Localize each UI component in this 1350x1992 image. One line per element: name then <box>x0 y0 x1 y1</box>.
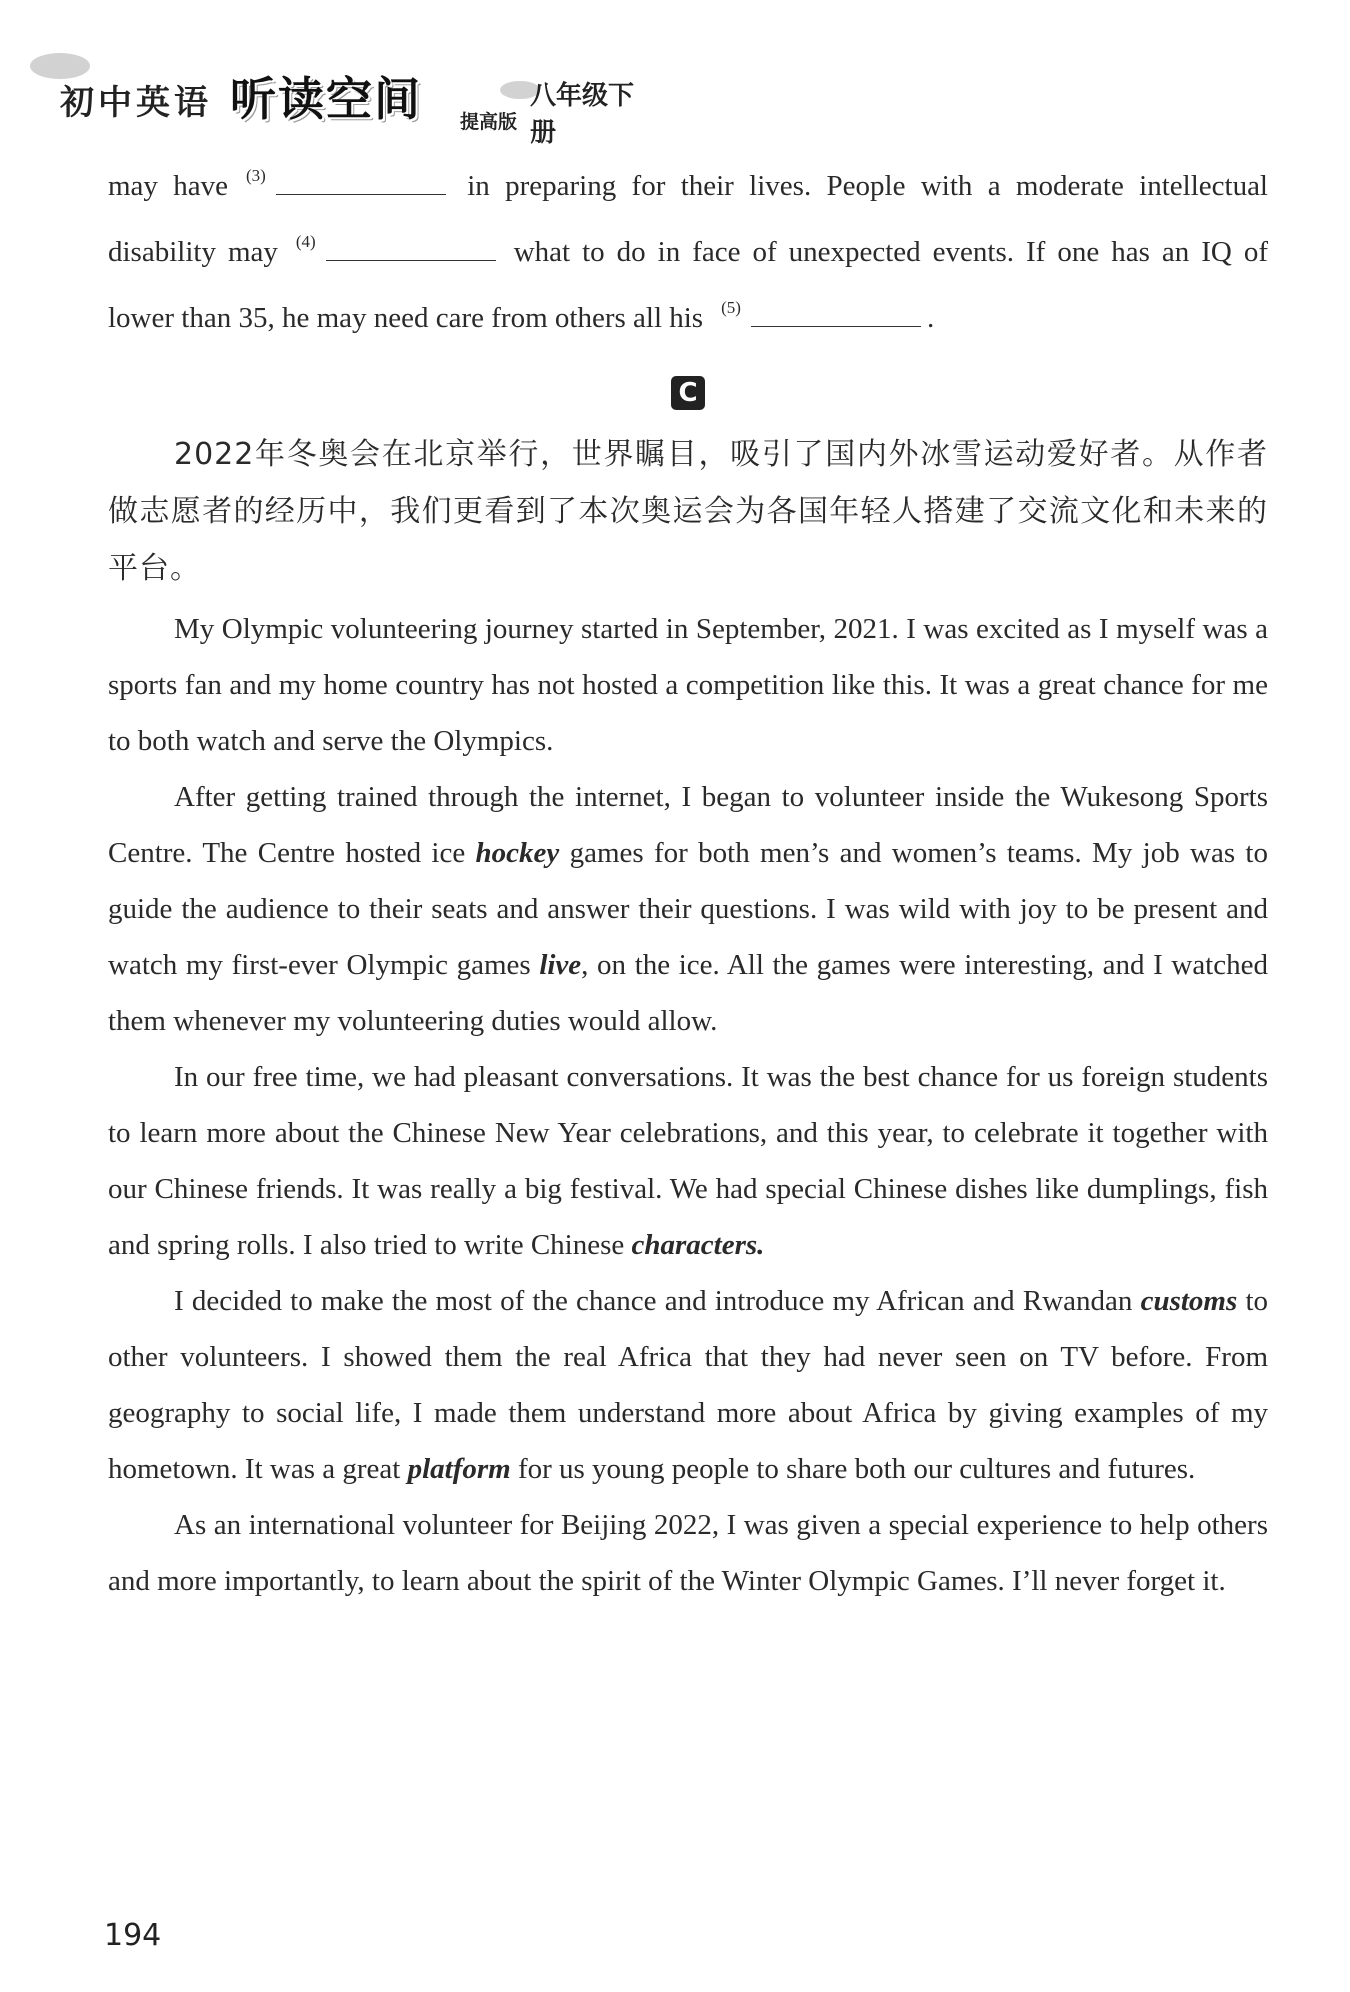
keyword-live: live <box>539 949 582 981</box>
text-run: what to do in face of unexpected events. If one has an IQ of lower than 35, he may need care from others all his <box>108 236 1268 334</box>
keyword-platform: platform <box>407 1453 511 1485</box>
text-run: to other volunteers. I showed them the real Africa that they had never seen on TV before. From geography to social life, I made them understand more about Africa by giving examples of my hometown. It was a great <box>108 1285 1269 1485</box>
section-letter-badge: C <box>671 376 705 410</box>
series-title-small: 初中英语 <box>60 83 212 123</box>
book-header <box>30 45 650 148</box>
answer-blank-5[interactable] <box>751 300 921 327</box>
paragraph-1: My Olympic volunteering journey started in September, 2021. I was excited as I myself was a sports fan and my home country has not hosted a competition like this. It was a great chance for me to both watch and serve the Olympics. <box>108 613 1268 757</box>
text-run: , on the ice. All the games were interesting, and I watched them whenever my volunteering duties would allow. <box>108 949 1268 1037</box>
text-run: . <box>926 302 935 334</box>
grade-label: 八年级下册 <box>530 81 635 148</box>
text-run: in preparing for their lives. People with a moderate intellectual disability may <box>108 170 1268 268</box>
text-run: I decided to make the most of the chance and introduce my African and Rwandan <box>174 1285 1141 1317</box>
text-run: for us young people to share both our cultures and futures. <box>510 1453 1196 1485</box>
keyword-characters: characters. <box>631 1229 765 1261</box>
paragraph-3 <box>108 1049 1268 1273</box>
page-number: 194 <box>104 1918 162 1953</box>
text-run: games for both men’s and women’s teams. My job was to guide the audience to their seats and answer their questions. I was wild with joy to be present and watch my first-ever Olympic games <box>108 837 1268 981</box>
series-title-big: 听读空间 <box>230 72 422 126</box>
text-run: After getting trained through the internet, I began to volunteer inside the Wukesong Sports Centre. The Centre hosted ice <box>108 781 1268 869</box>
keyword-customs: customs <box>1140 1285 1238 1317</box>
keyword-hockey: hockey <box>475 837 560 869</box>
paragraph-2 <box>108 769 1268 1049</box>
edition-label: 提高版 <box>460 111 518 133</box>
paragraph-5: As an international volunteer for Beijing 2022, I was given a special experience to help others and more importantly, to learn about the spirit of the Winter Olympic Games. I’ll never forget it. <box>108 1509 1268 1597</box>
paragraph-4 <box>108 1273 1268 1497</box>
blank-number-5: (5) <box>721 298 741 317</box>
chinese-intro: 2022年冬奥会在北京举行，世界瞩目，吸引了国内外冰雪运动爱好者。从作者做志愿者的经历中，我们更看到了本次奥运会为各国年轻人搭建了交流文化和未来的平台。 <box>108 437 1268 586</box>
blank-number-3: (3) <box>246 166 266 185</box>
page-content <box>108 148 1268 1609</box>
previous-passage-ending <box>108 148 1268 346</box>
answer-blank-4[interactable] <box>326 234 496 261</box>
blank-number-4: (4) <box>295 232 316 251</box>
text-run: may have <box>108 170 229 202</box>
text-run: In our free time, we had pleasant conversations. It was the best chance for us foreign students to learn more about the Chinese New Year celebrations, and this year, to celebrate it together with our Chinese friends. It was really a big festival. We had special Chinese dishes like dumplings, fish and spring rolls. I also tried to write Chinese <box>108 1061 1268 1261</box>
answer-blank-3[interactable] <box>276 168 446 195</box>
